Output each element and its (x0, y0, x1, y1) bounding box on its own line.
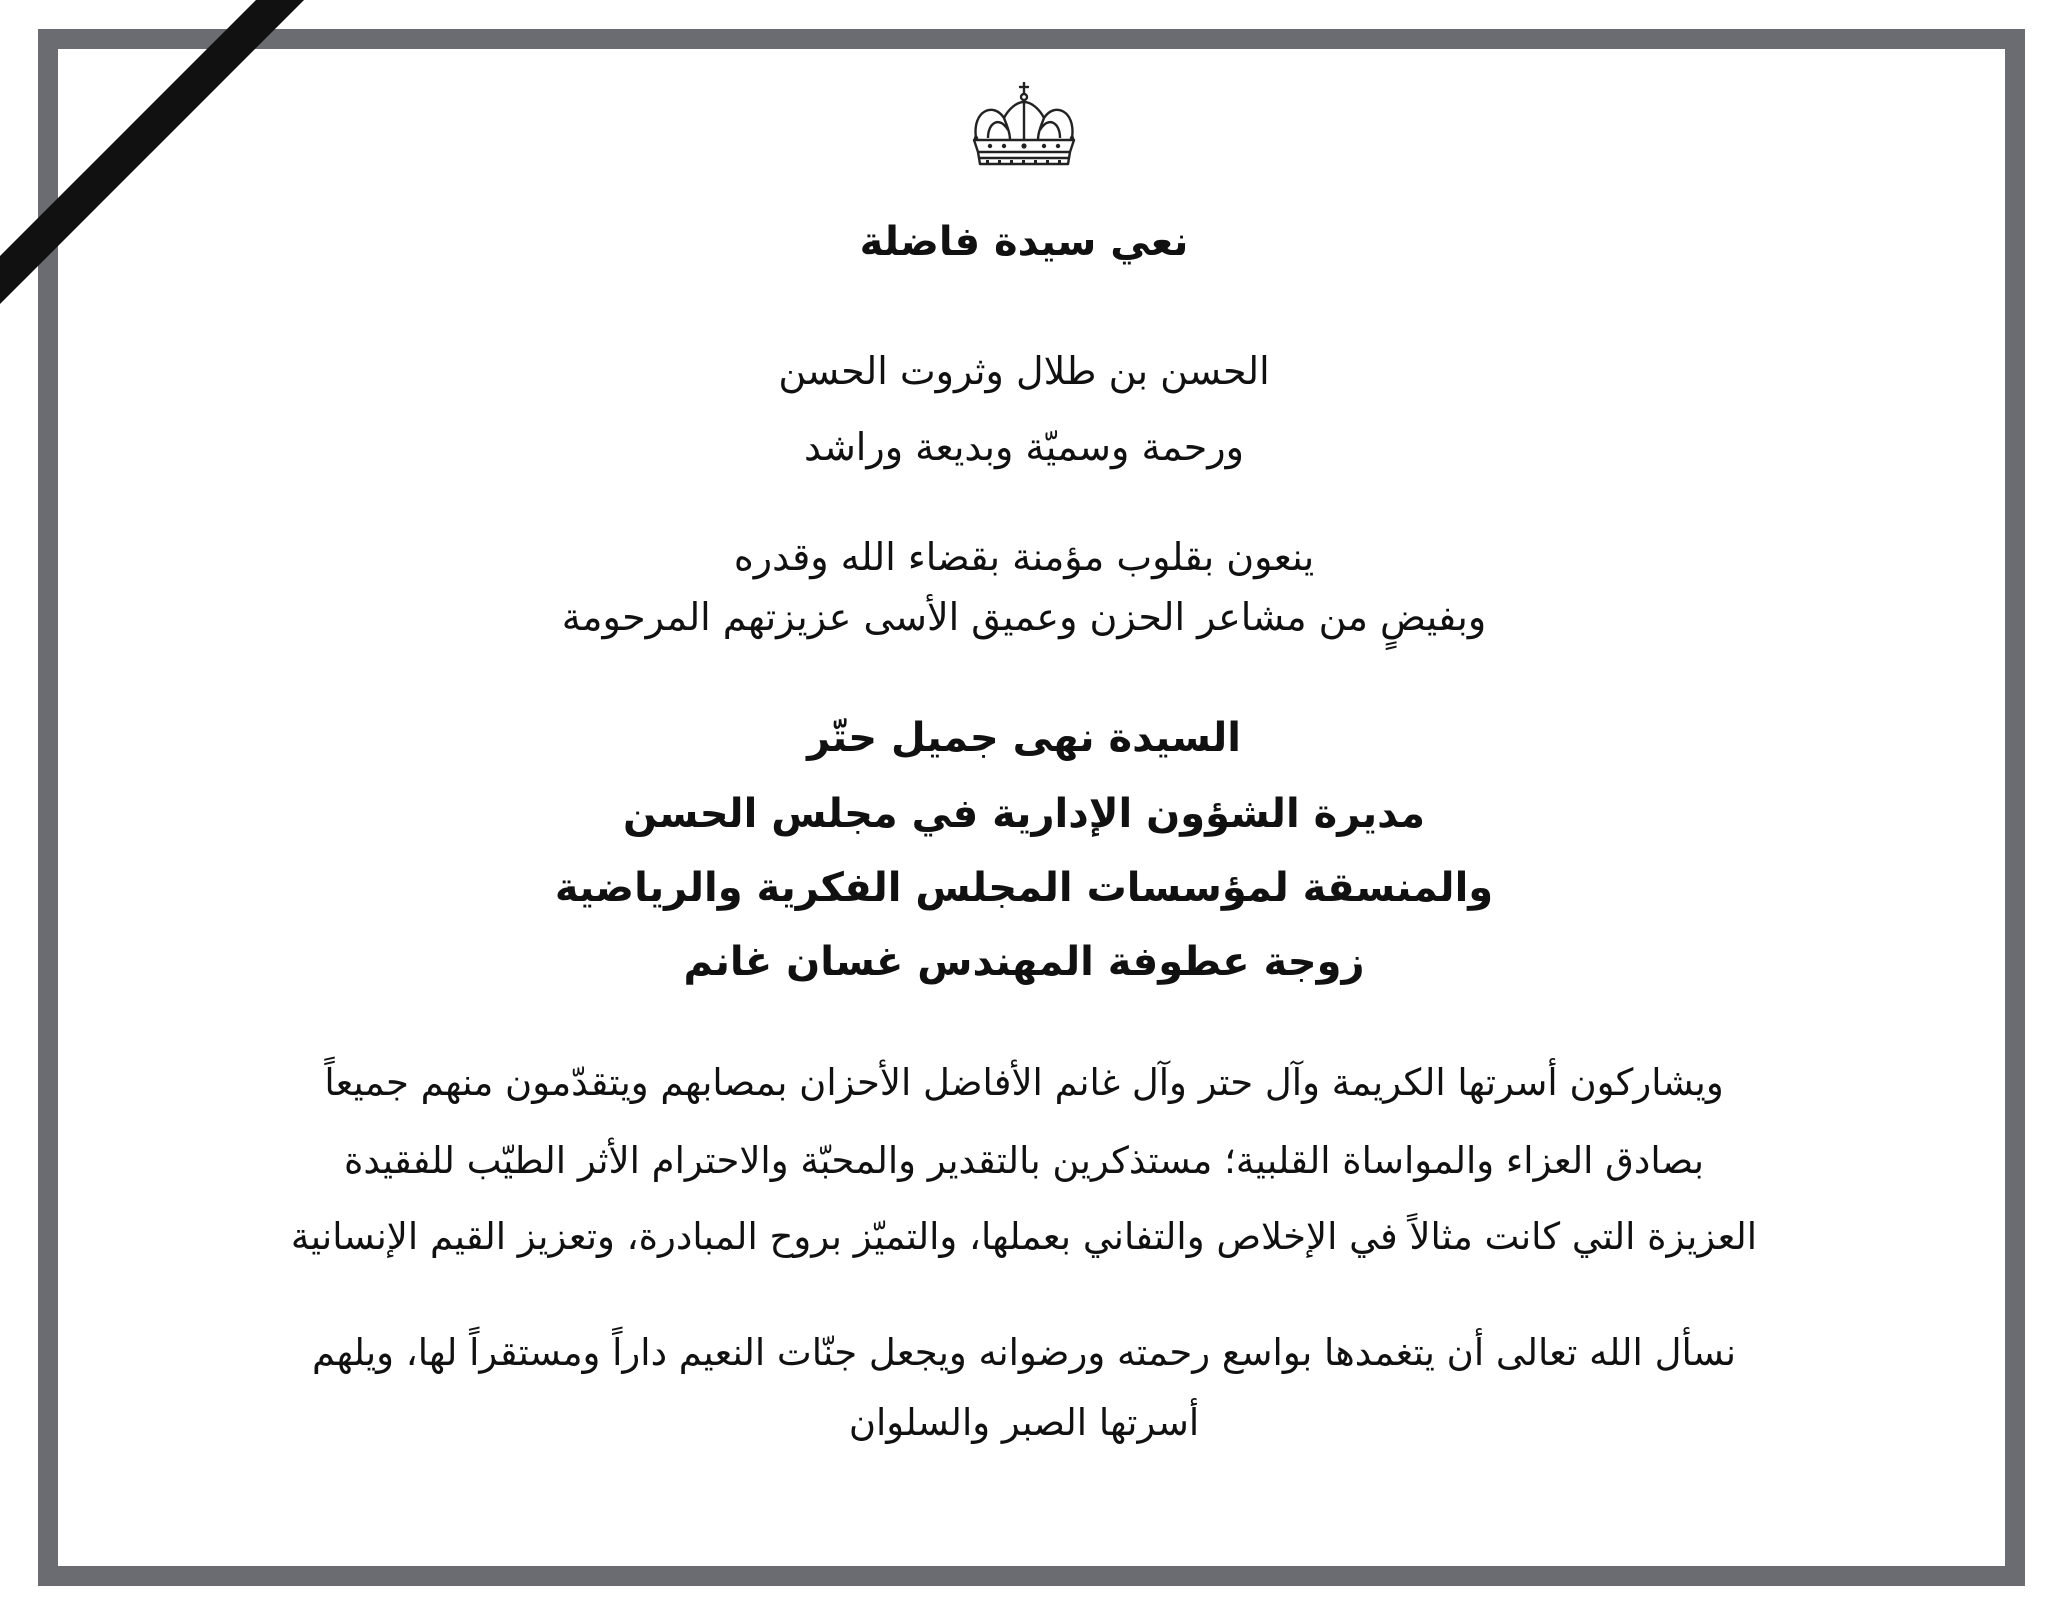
mourners-line-1: الحسن بن طلال وثروت الحسن (778, 349, 1270, 393)
prayer-line-1: نسأل الله تعالى أن يتغمدها بواسع رحمته ورضوانه ويجعل جنّات النعيم داراً ومستقراً لها، ويلهم (311, 1331, 1737, 1374)
announcement-line-1: ينعون بقلوب مؤمنة بقضاء الله وقدره (733, 535, 1315, 579)
mourners-line-2: ورحمة وسميّة وبديعة وراشد (804, 425, 1244, 469)
hashemite-crown-icon (964, 80, 1084, 176)
notice-title: نعي سيدة فاضلة (859, 219, 1189, 265)
prayer-line-2: أسرتها الصبر والسلوان (848, 1401, 1200, 1444)
deceased-role: والمنسقة لمؤسسات المجلس الفكرية والرياضية (554, 865, 1494, 911)
condolence-line-1: ويشاركون أسرتها الكريمة وآل حتر وآل غانم الأفاضل الأحزان بمصابهم ويتقدّمون منهم جميعاً (324, 1061, 1724, 1104)
condolence-line-2: بصادق العزاء والمواساة القلبية؛ مستذكرين بالتقدير والمحبّة والاحترام الأثر الطيّب للفقيدة (343, 1139, 1705, 1182)
deceased-spouse: زوجة عطوفة المهندس غسان غانم (683, 939, 1365, 985)
deceased-position: مديرة الشؤون الإدارية في مجلس الحسن (623, 791, 1425, 837)
mourning-ribbon-icon (0, 0, 340, 340)
deceased-name: السيدة نهى جميل حتّر (807, 715, 1241, 761)
announcement-line-2: وبفيضٍ من مشاعر الحزن وعميق الأسى عزيزتهم المرحومة (561, 595, 1487, 639)
condolence-line-3: العزيزة التي كانت مثالاً في الإخلاص والتفاني بعملها، والتميّز بروح المبادرة، وتعزيز القيم الإنسانية (290, 1215, 1758, 1258)
